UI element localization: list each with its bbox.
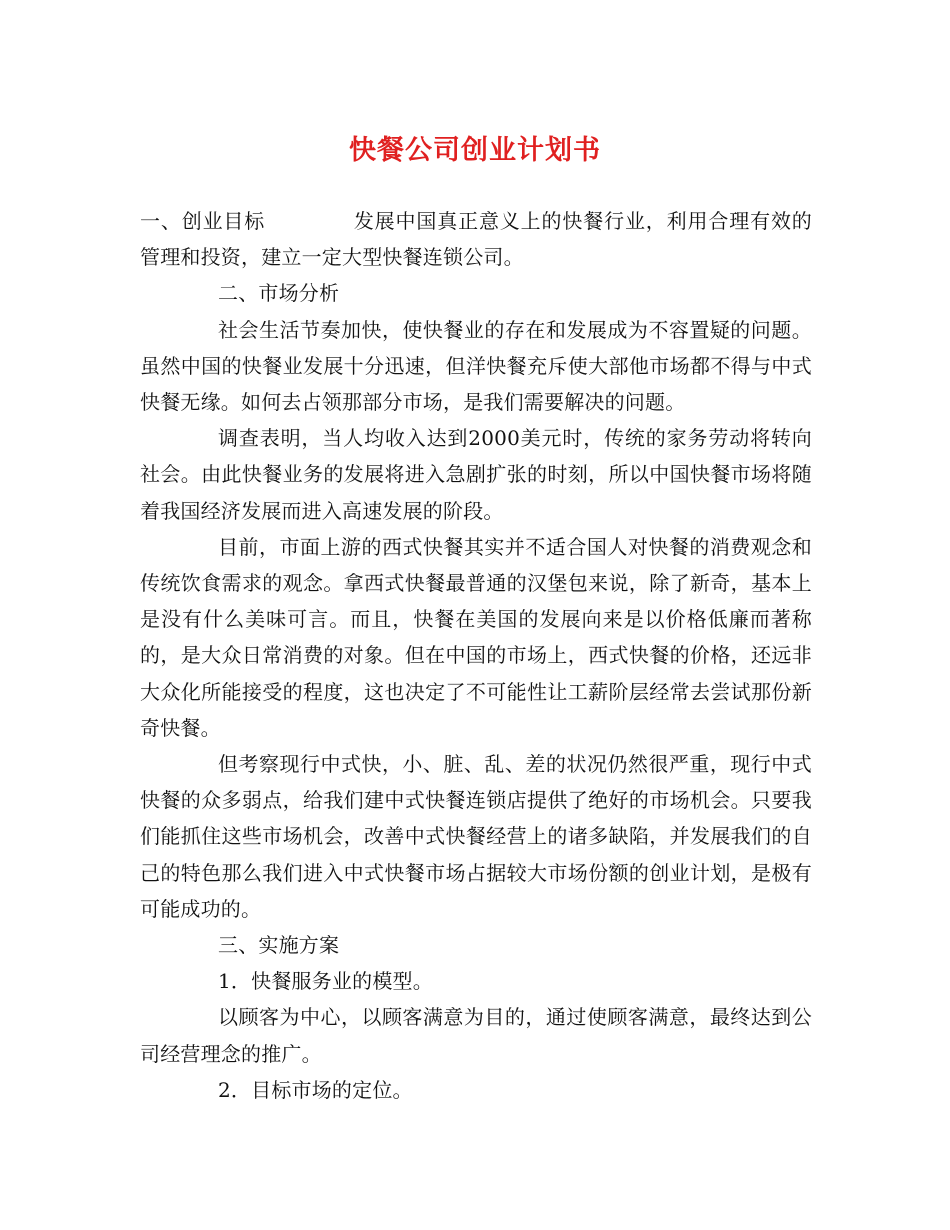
plan-item-2: 2．目标市场的定位。 xyxy=(218,1077,413,1102)
goal-text: 发展中国真正意义上的快餐行业，利用合理有效的管理和投资，建立一定大型快餐连锁公司。 xyxy=(140,209,813,270)
market-heading: 二、市场分析 xyxy=(218,281,340,306)
document-title: 快餐公司创业计划书 xyxy=(349,135,601,166)
market-paragraph-1: 社会生活节奏加快，使快餐业的存在和发展成为不容置疑的问题。虽然中国的快餐业发展十分迅速，但洋快餐充斥使大部他市场都不得与中式快餐无缘。如何去占领那部分市场，是我们需要解决的问题。 xyxy=(140,317,812,415)
goal-heading: 一、创业目标 xyxy=(140,209,266,233)
market-paragraph-3: 目前，市面上游的西式快餐其实并不适合国人对快餐的消费观念和传统饮食需求的观念。拿西式快餐最普通的汉堡包来说，除了新奇，基本上是没有什么美味可言。而且，快餐在美国的发展向来是以价格低廉而著称的，是大众日常消费的对象。但在中国的市场上，西式快餐的价格，还远非大众化所能接受的程度，这也决定了不可能性让工薪阶层经常去尝试那份新奇快餐。 xyxy=(140,534,812,740)
document-body xyxy=(140,203,812,1108)
market-paragraph-4: 但考察现行中式快，小、脏、乱、差的状况仍然很严重，现行中式快餐的众多弱点，给我们建中式快餐连锁店提供了绝好的市场机会。只要我们能抓住这些市场机会，改善中式快餐经营上的诸多缺陷，并发展我们的自己的特色那么我们进入中式快餐市场占据较大市场份额的创业计划，是极有可能成功的。 xyxy=(140,752,812,921)
goal-paragraph xyxy=(140,203,812,275)
plan-item-1: 1．快餐服务业的模型。 xyxy=(218,969,433,994)
plan-heading: 三、实施方案 xyxy=(218,933,340,958)
market-paragraph-2: 调查表明，当人均收入达到2000美元时，传统的家务劳动将转向社会。由此快餐业务的发展将进入急剧扩张的时刻，所以中国快餐市场将随着我国经济发展而进入高速发展的阶段。 xyxy=(140,426,812,523)
plan-item-1-text: 以顾客为中心，以顾客满意为目的，通过使顾客满意，最终达到公司经营理念的推广。 xyxy=(140,1005,812,1066)
